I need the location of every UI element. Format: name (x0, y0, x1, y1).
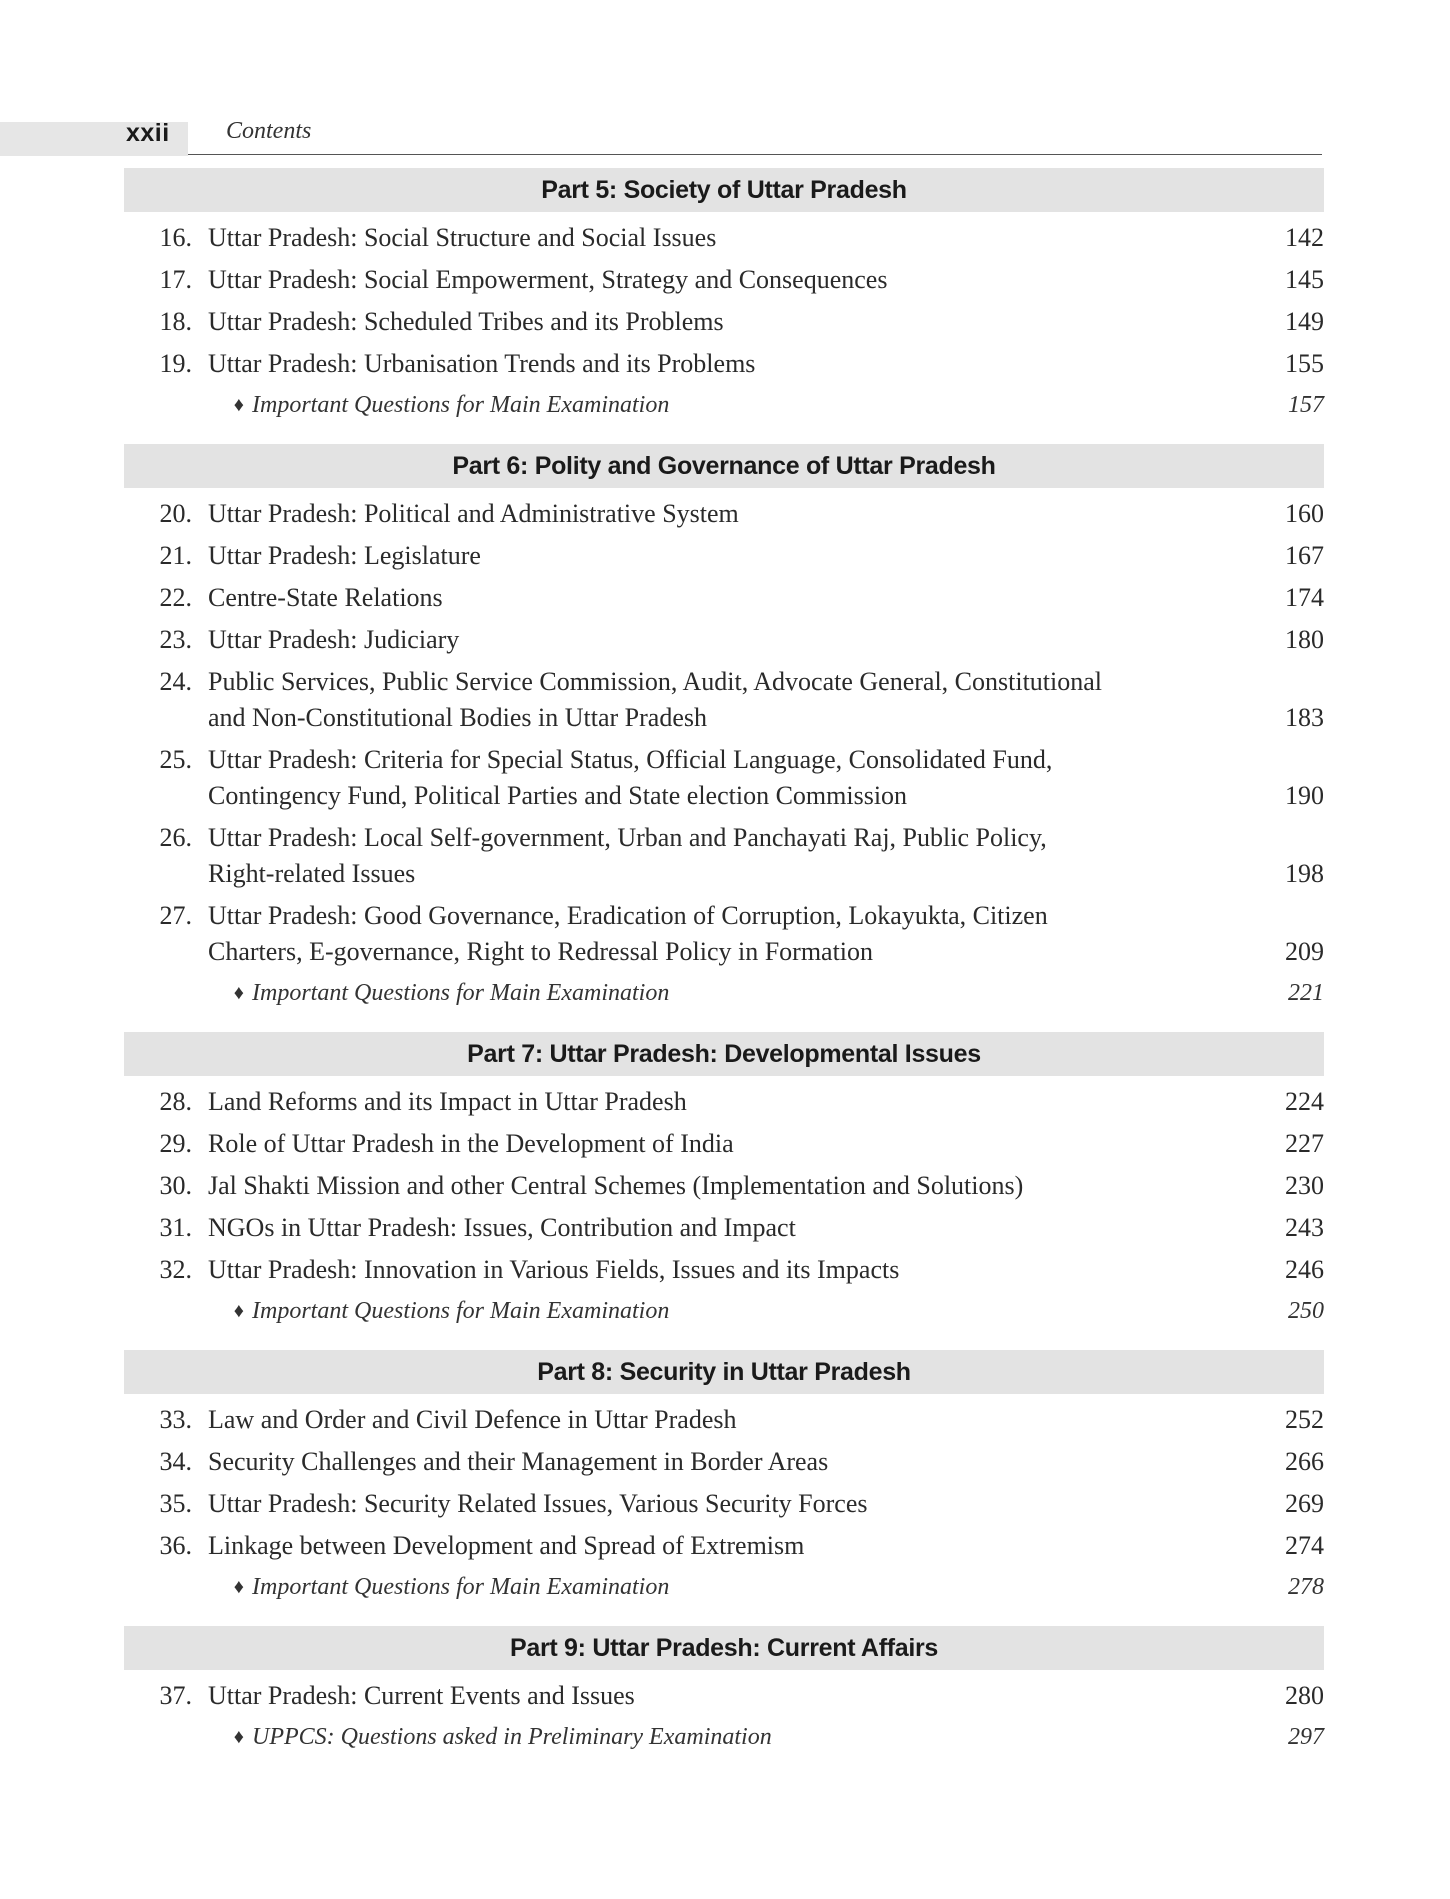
chapter-title-line: Contingency Fund, Political Parties and State election Commission (208, 781, 908, 810)
chapter-title-line: Public Services, Public Service Commission, Audit, Advocate General, Constitutional (208, 667, 1103, 696)
chapter-title (192, 1528, 1244, 1564)
part-heading: Part 7: Uttar Pradesh: Developmental Issues (124, 1032, 1324, 1076)
questions-title: Important Questions for Main Examination (252, 980, 670, 1006)
part-entries (124, 1076, 1324, 1350)
chapter-title (192, 1084, 1244, 1120)
chapter-title-line: Security Challenges and their Management in Border Areas (208, 1447, 829, 1476)
chapter-number: 16. (159, 223, 192, 252)
toc-entry (124, 1252, 1324, 1288)
chapter-number: 21. (159, 541, 192, 570)
chapter-title-line: Role of Uttar Pradesh in the Development of India (208, 1129, 734, 1158)
chapter-number: 35. (159, 1489, 192, 1518)
page-ref: 142 (1285, 223, 1324, 252)
chapter-number: 25. (159, 745, 192, 774)
toc-entry (124, 1168, 1324, 1204)
chapter-title (192, 496, 1244, 532)
chapter-title-line: Uttar Pradesh: Scheduled Tribes and its Problems (208, 307, 724, 336)
page-ref: 198 (1285, 859, 1324, 888)
table-of-contents (124, 168, 1324, 1776)
toc-entry (124, 538, 1324, 574)
chapter-number: 26. (159, 823, 192, 852)
page-ref: 227 (1285, 1129, 1324, 1158)
chapter-title (192, 1486, 1244, 1522)
questions-entry (124, 976, 1324, 1010)
questions-entry (124, 388, 1324, 422)
chapter-title (192, 220, 1244, 256)
chapter-number: 27. (159, 901, 192, 930)
questions-title: Important Questions for Main Examination (252, 1574, 670, 1600)
toc-entry (124, 820, 1324, 892)
page-ref: 160 (1285, 499, 1324, 528)
page-ref: 149 (1285, 307, 1324, 336)
chapter-number: 33. (159, 1405, 192, 1434)
toc-entry (124, 898, 1324, 970)
chapter-title-line: Uttar Pradesh: Good Governance, Eradication of Corruption, Lokayukta, Citizen (208, 901, 1048, 930)
chapter-title-line: Uttar Pradesh: Current Events and Issues (208, 1681, 635, 1710)
chapter-title-line: Centre-State Relations (208, 583, 443, 612)
chapter-title (192, 580, 1244, 616)
toc-entry (124, 262, 1324, 298)
chapter-number: 22. (159, 583, 192, 612)
chapter-title (192, 1126, 1244, 1162)
page-ref: 243 (1285, 1213, 1324, 1242)
part-heading: Part 8: Security in Uttar Pradesh (124, 1350, 1324, 1394)
chapter-number: 29. (159, 1129, 192, 1158)
chapter-title (192, 1252, 1244, 1288)
chapter-number: 23. (159, 625, 192, 654)
toc-entry (124, 664, 1324, 736)
chapter-title-line: Uttar Pradesh: Judiciary (208, 625, 460, 654)
chapter-number: 24. (159, 667, 192, 696)
page-ref: 224 (1285, 1087, 1324, 1116)
page-ref: 252 (1285, 1405, 1324, 1434)
diamond-bullet-icon: ♦ (233, 1576, 244, 1598)
chapter-number: 31. (159, 1213, 192, 1242)
page-ref: 190 (1285, 781, 1324, 810)
chapter-title-line: Uttar Pradesh: Security Related Issues, Various Security Forces (208, 1489, 868, 1518)
chapter-title-line: Law and Order and Civil Defence in Uttar Pradesh (208, 1405, 737, 1434)
toc-entry (124, 1528, 1324, 1564)
part-heading: Part 6: Polity and Governance of Uttar Pradesh (124, 444, 1324, 488)
chapter-title-line: Linkage between Development and Spread of Extremism (208, 1531, 805, 1560)
chapter-title-line: Jal Shakti Mission and other Central Schemes (Implementation and Solutions) (208, 1171, 1024, 1200)
chapter-number: 37. (159, 1681, 192, 1710)
diamond-bullet-icon: ♦ (233, 982, 244, 1004)
chapter-number: 20. (159, 499, 192, 528)
part-entries (124, 1394, 1324, 1626)
page-ref: 155 (1285, 349, 1324, 378)
running-head: Contents (226, 118, 312, 144)
chapter-title-line: Uttar Pradesh: Local Self-government, Urban and Panchayati Raj, Public Policy, (208, 823, 1047, 852)
page-ref: 230 (1285, 1171, 1324, 1200)
toc-entry (124, 220, 1324, 256)
page-ref: 280 (1285, 1681, 1324, 1710)
part-entries (124, 212, 1324, 444)
header-rule (188, 154, 1322, 155)
page-ref: 266 (1285, 1447, 1324, 1476)
chapter-number: 19. (159, 349, 192, 378)
chapter-title-line: Right-related Issues (208, 859, 416, 888)
chapter-title-line: Uttar Pradesh: Innovation in Various Fields, Issues and its Impacts (208, 1255, 900, 1284)
chapter-title (192, 304, 1244, 340)
chapter-title (192, 1678, 1244, 1714)
toc-entry (124, 496, 1324, 532)
chapter-number: 36. (159, 1531, 192, 1560)
toc-entry (124, 1486, 1324, 1522)
chapter-title-line: Land Reforms and its Impact in Uttar Pradesh (208, 1087, 687, 1116)
diamond-bullet-icon: ♦ (233, 1300, 244, 1322)
chapter-title (192, 1444, 1244, 1480)
chapter-number: 17. (159, 265, 192, 294)
chapter-title (192, 1168, 1244, 1204)
chapter-number: 34. (159, 1447, 192, 1476)
chapter-title (192, 820, 1244, 892)
diamond-bullet-icon: ♦ (233, 394, 244, 416)
toc-entry (124, 1444, 1324, 1480)
questions-page-ref: 278 (1288, 1574, 1324, 1600)
chapter-title (192, 346, 1244, 382)
toc-entry (124, 1402, 1324, 1438)
questions-entry (124, 1720, 1324, 1754)
chapter-title-line: Uttar Pradesh: Urbanisation Trends and its Problems (208, 349, 756, 378)
toc-entry (124, 1126, 1324, 1162)
part-entries (124, 1670, 1324, 1776)
toc-entry (124, 622, 1324, 658)
chapter-title-line: Uttar Pradesh: Social Structure and Social Issues (208, 223, 717, 252)
page-ref: 167 (1285, 541, 1324, 570)
page-ref: 209 (1285, 937, 1324, 966)
chapter-title-line: NGOs in Uttar Pradesh: Issues, Contribution and Impact (208, 1213, 796, 1242)
toc-entry (124, 742, 1324, 814)
chapter-title-line: Uttar Pradesh: Criteria for Special Status, Official Language, Consolidated Fund, (208, 745, 1053, 774)
chapter-title (192, 1210, 1244, 1246)
toc-entry (124, 1084, 1324, 1120)
chapter-title-line: Uttar Pradesh: Social Empowerment, Strategy and Consequences (208, 265, 888, 294)
questions-entry (124, 1570, 1324, 1604)
part-heading: Part 5: Society of Uttar Pradesh (124, 168, 1324, 212)
diamond-bullet-icon: ♦ (233, 1726, 244, 1748)
questions-page-ref: 221 (1288, 980, 1324, 1006)
toc-entry (124, 304, 1324, 340)
questions-entry (124, 1294, 1324, 1328)
page-ref: 145 (1285, 265, 1324, 294)
page-ref: 180 (1285, 625, 1324, 654)
chapter-number: 32. (159, 1255, 192, 1284)
questions-page-ref: 250 (1288, 1298, 1324, 1324)
questions-title: Important Questions for Main Examination (252, 392, 670, 418)
chapter-title (192, 664, 1244, 736)
chapter-title (192, 262, 1244, 298)
chapter-title (192, 538, 1244, 574)
toc-entry (124, 580, 1324, 616)
chapter-title-line: Uttar Pradesh: Political and Administrative System (208, 499, 739, 528)
part-entries (124, 488, 1324, 1032)
chapter-number: 18. (159, 307, 192, 336)
toc-entry (124, 1678, 1324, 1714)
chapter-title (192, 898, 1244, 970)
page-ref: 274 (1285, 1531, 1324, 1560)
page-ref: 246 (1285, 1255, 1324, 1284)
page-ref: 183 (1285, 703, 1324, 732)
chapter-title (192, 622, 1244, 658)
chapter-title-line: and Non-Constitutional Bodies in Uttar Pradesh (208, 703, 708, 732)
toc-entry (124, 346, 1324, 382)
chapter-number: 30. (159, 1171, 192, 1200)
chapter-title-line: Charters, E-governance, Right to Redressal Policy in Formation (208, 937, 874, 966)
chapter-number: 28. (159, 1087, 192, 1116)
questions-page-ref: 297 (1288, 1724, 1324, 1750)
chapter-title (192, 1402, 1244, 1438)
questions-title: Important Questions for Main Examination (252, 1298, 670, 1324)
page-number: xxii (126, 119, 170, 147)
chapter-title (192, 742, 1244, 814)
page-ref: 269 (1285, 1489, 1324, 1518)
page-ref: 174 (1285, 583, 1324, 612)
part-heading: Part 9: Uttar Pradesh: Current Affairs (124, 1626, 1324, 1670)
toc-entry (124, 1210, 1324, 1246)
chapter-title-line: Uttar Pradesh: Legislature (208, 541, 481, 570)
questions-page-ref: 157 (1288, 392, 1324, 418)
questions-title: UPPCS: Questions asked in Preliminary Examination (252, 1724, 772, 1750)
